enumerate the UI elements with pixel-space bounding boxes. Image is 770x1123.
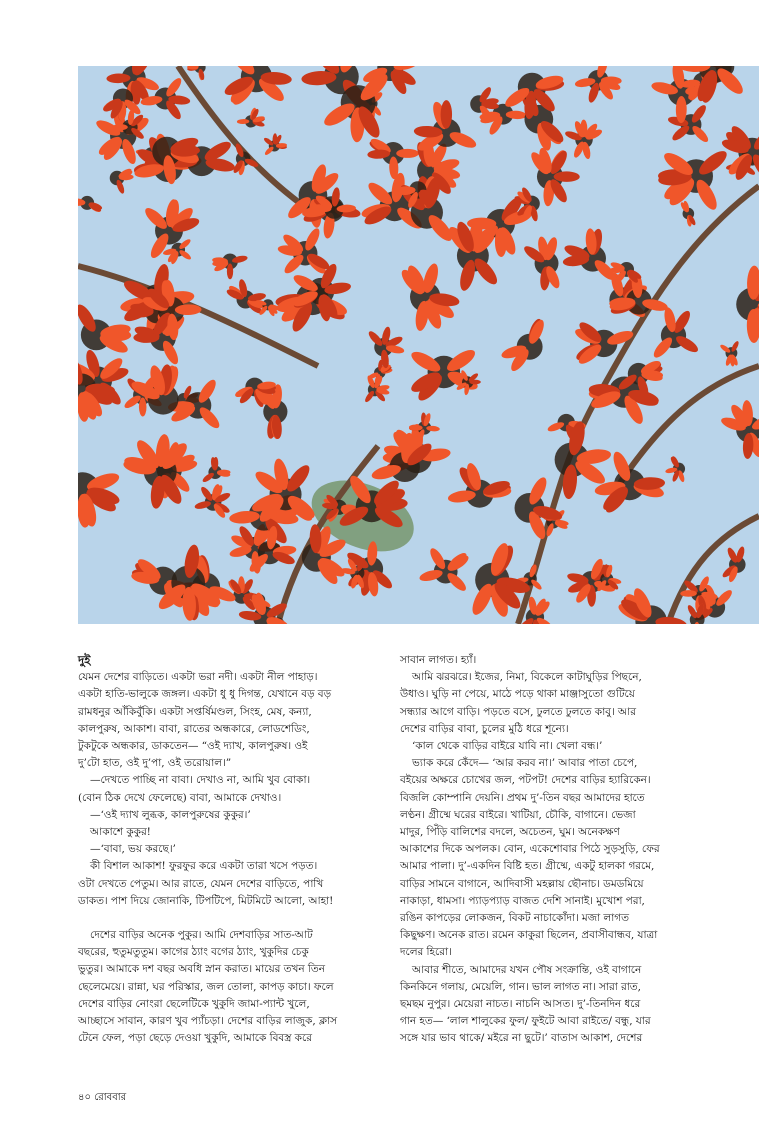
text-line: যেমন দেশের বাড়িতে। একটা ভরা নদী। একটা নীল পাহাড়। (78, 671, 318, 684)
text-line: আমার পালা। দু’-একদিন বিষ্টি হত। গ্রীষ্মে, একটু হালকা গরমে, (400, 860, 655, 873)
text-line: বাড়ির সামনে বাগানে, আদিবাসী মহল্লায় ছৌনাচ। ডমডমিয়ে (400, 877, 644, 890)
text-line: টুকটুকে অন্ধকার, ডাকতেন— “ওই দ্যাখ, কালপুরুষ। ওই (78, 740, 308, 753)
petal-shape (227, 264, 233, 280)
page-footer (78, 1090, 126, 1107)
text-line: কী বিশাল আকাশ! ফুরফুর করে একটা তারা খসে পড়ত। (90, 860, 318, 873)
petal-shape (554, 171, 580, 182)
text-line: উধাও। ঘুড়ি না পেয়ে, মাঠে পড়ে থাকা মাঞ্জাসুতো গুটিয়ে (400, 688, 635, 701)
text-line: দু’টো হাত, ওই দু’পা, ওই তরোয়াল।” (78, 757, 232, 770)
text-line: লণ্ঠন। গ্রীষ্মে ঘরের বাইরে। খাটিয়া, চৌকি, বাগানে। ভেজা (400, 808, 636, 821)
text-line: দেশের বাড়ির নোংরা ছেলেটিকে খুকুদি জামা-প্যান্ট খুলে, (78, 997, 310, 1010)
text-line: টেনে ফেল, পড়া ছেড়ে দেওয়া খুকুদি, আমাকে বিবস্ত্র করে (78, 1032, 312, 1045)
text-line: বইয়ের অক্ষরে চোখের জল, পটপট! দেশের বাড়ির হ্যারিকেন। (400, 774, 651, 787)
petal-shape (112, 124, 127, 130)
text-line: কালপুরুষ, আকাশ। বাবা, রাতের অন্ধকারে, লোডশেডিং, (78, 722, 310, 735)
text-line: ছমছম নুপুর। মেয়েরা নাচত। নাচনি আসত। দু’-তিনদিন ধরে (400, 998, 641, 1011)
text-line: রামধনুর আঁকিবুঁকি। একটা সপ্তর্ষিমণ্ডল, সিংহ, মেষ, কন্যা, (78, 705, 312, 718)
text-line: দেশের বাড়ির অনেক পুকুর। আমি দেশবাড়ির সাত-আট (90, 929, 313, 942)
text-line: ‘কাল থেকে বাড়ির বাইরে যাবি না। খেলা বন্ধ।’ (412, 740, 603, 753)
flower-illustration (78, 66, 759, 624)
text-line: দলের হিরো। (400, 946, 452, 959)
text-line: মাদুর, পিঁড়ি বালিশের বদলে, অচেতন, ঘুম। অনেকক্ষণ (400, 826, 620, 839)
text-line: ছেলেমেয়ে। রান্না, ঘর পরিস্কার, জল তোলা, কাপড় কাচা। ফলে (78, 980, 334, 993)
text-line: কিছুক্ষণ। অনেক রাত। রমেন কাকুরা ছিলেন, প্রবাসীবান্ধব, যাত্রা (400, 929, 658, 942)
text-line: ভ্যাক করে কেঁদে— ‘আর করব না।’ আবার পাতা চেপে, (412, 757, 638, 770)
left-text-lines (78, 669, 384, 1047)
text-line: —‘বাবা, ভয় করছে।’ (90, 843, 176, 856)
petal-shape (441, 100, 453, 129)
magazine-name: রোববার (94, 1092, 127, 1103)
text-line: ভুতুর। আমাকে দশ বছর অবধি স্নান করাত। মায়ের তখন তিন (78, 963, 325, 976)
right-text-lines (400, 652, 708, 1048)
text-line: ডাকত। পাশ দিয়ে জোনাকি, টিপটিপে, মিটমিটে আলো, আহা! (78, 894, 334, 907)
text-line: ওটা দেখতে পেতুম। আর রাতে, যেমন দেশের বাড়িতে, পাখি (78, 877, 324, 890)
text-line: আবার শীতে, আমাদের যখন পৌষ সংক্রান্তি, ওই বাগানে (412, 963, 642, 976)
text-line: দেশের বাড়ির বাবা, চুলের মুঠি ধরে শূন্যে। (400, 722, 569, 735)
text-line: আকাশের দিকে অপলক। বোন, একেশোবার পিঠে সুড়সুড়ি, ফের (400, 843, 660, 856)
section-heading: দুই (78, 653, 91, 667)
text-line: সন্ধ্যার আগে বাড়ি। পড়তে বসে, ঢুলতে ঢুলতে কাবু। আর (400, 705, 636, 718)
text-line: আচ্ছাসে সাবান, কারণ খুব প্যাঁচড়া। দেশের বাড়ির লাজুক, ক্লাস (78, 1015, 338, 1028)
text-line: গান হত— ‘লাল শালুকের ফুল/ ফুইটে আবা রাইতে/ বন্ধু, যার (400, 1015, 651, 1028)
text-line: রঙিন কাপড়ের লোকজন, বিকট নাচাকোঁদা। মজা লাগত (400, 912, 629, 925)
text-line: সাবান লাগত। হ্যাঁ। (400, 654, 477, 666)
text-line: আকাশে কুকুর! (90, 826, 151, 839)
palash-flowers-photo (78, 66, 759, 624)
text-line: একটা হাতি-ভালুকে জঙ্গল। একটা ধু ধু দিগন্ত, যেখানে বড় বড় (78, 688, 332, 701)
text-line: আমি ঝরঝরে। ইজের, নিমা, বিকেলে কাটাঘুড়ির পিছনে, (412, 671, 642, 684)
text-line: —দেখতে পাচ্ছি না বাবা। দেখাও না, আমি খুব বোকা। (90, 774, 311, 787)
article-left-column (78, 652, 384, 1047)
text-line: কিনকিনে গলায়, মেয়েলি, গান। ভাল লাগত না। সারা রাত, (400, 980, 641, 993)
text-line: বছরের, হুতুমতুতুম। কাগের ঠ্যাং বগের ঠ্যাং, খুকুদির চেকু (78, 946, 309, 959)
text-line: —‘ওই দ্যাখ লুব্ধক, কালপুরুষের কুকুর।’ (90, 808, 251, 821)
petal-shape (396, 149, 419, 158)
text-line: (বোন ঠিক দেখে ফেলেছে) বাবা, আমাকে দেখাও। (78, 791, 282, 804)
paragraph-gap (78, 910, 384, 927)
page-number: ৪০ (78, 1092, 91, 1103)
text-line: সঙ্গে যার ভাব থাকে/ মইরে না ছুটে।’ বাতাস আকাশ, দেশের (400, 1032, 643, 1045)
article-right-column (400, 652, 708, 1048)
text-line: বিজলি কোম্পানি দেয়নি। প্রথম দু’-তিন বছর আমাদের হাতে (400, 791, 645, 804)
text-line: নাকাড়া, ধামসা। প্যাড়প্যাড় বাজত দেশি সানাই। মুখোশ পরা, (400, 894, 645, 907)
